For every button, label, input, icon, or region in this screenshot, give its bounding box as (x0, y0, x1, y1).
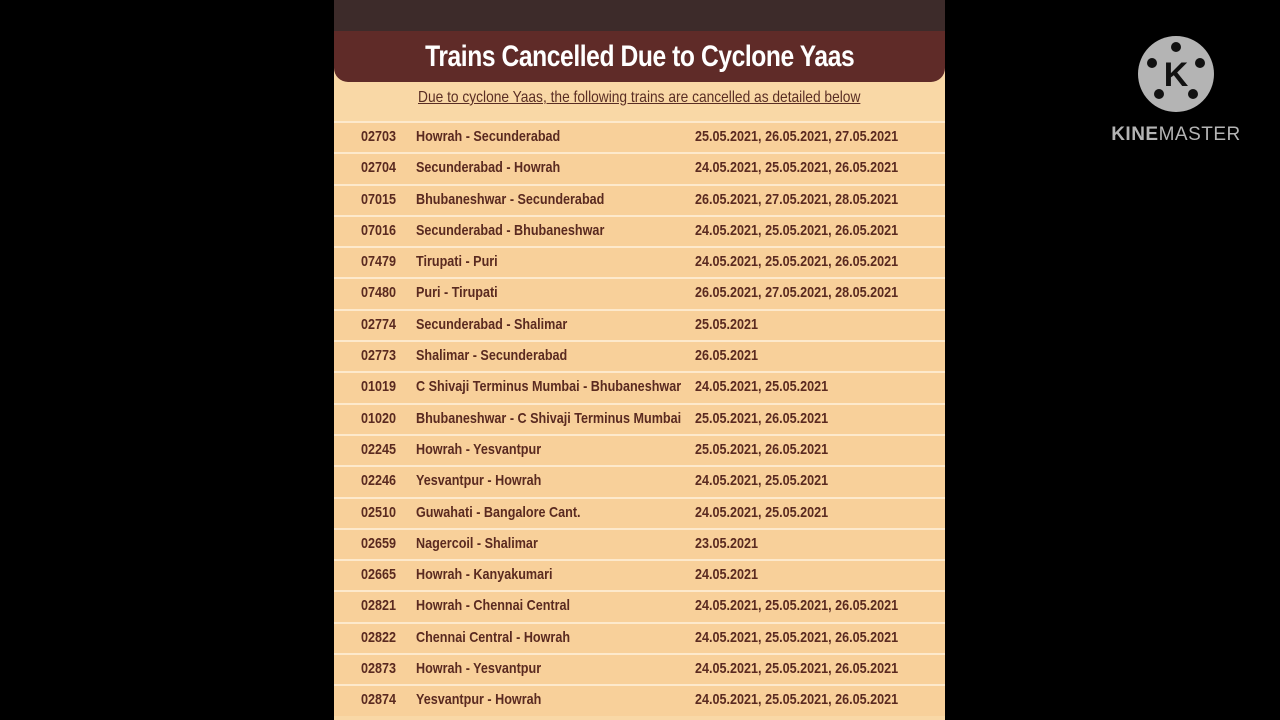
train-route: C Shivaji Terminus Mumbai - Bhubaneshwar (416, 378, 682, 396)
train-route: Bhubaneshwar - Secunderabad (416, 190, 605, 208)
train-route: Howrah - Yesvantpur (416, 440, 542, 458)
train-number: 02510 (361, 503, 397, 521)
cancel-dates: 24.05.2021 (695, 566, 759, 584)
cancel-dates: 26.05.2021, 27.05.2021, 28.05.2021 (695, 284, 899, 302)
train-row (334, 465, 945, 496)
train-route: Yesvantpur - Howrah (416, 691, 542, 709)
train-route: Chennai Central - Howrah (416, 628, 571, 646)
train-row (334, 590, 945, 621)
page-title: Trains Cancelled Due to Cyclone Yaas (424, 39, 855, 73)
train-row (334, 559, 945, 590)
train-route: Puri - Tirupati (416, 284, 498, 302)
train-route: Secunderabad - Howrah (416, 159, 561, 177)
train-route: Howrah - Chennai Central (416, 597, 571, 615)
train-route: Yesvantpur - Howrah (416, 472, 542, 490)
svg-text:K: K (1163, 56, 1189, 94)
train-number: 02873 (361, 660, 397, 678)
train-row (334, 653, 945, 684)
train-number: 02246 (361, 472, 397, 490)
train-number: 07480 (361, 284, 397, 302)
train-route: Secunderabad - Bhubaneshwar (416, 221, 605, 239)
subtitle-text: Due to cyclone Yaas, the following trains are cancelled as detailed below (418, 89, 861, 106)
train-number: 02659 (361, 534, 397, 552)
train-route: Tirupati - Puri (416, 253, 498, 271)
train-route: Howrah - Yesvantpur (416, 660, 542, 678)
cancel-dates: 25.05.2021, 26.05.2021, 27.05.2021 (695, 128, 899, 145)
train-row (334, 497, 945, 528)
train-number: 02774 (361, 315, 397, 333)
top-band (334, 0, 945, 31)
train-row (334, 340, 945, 371)
cancel-dates: 26.05.2021, 27.05.2021, 28.05.2021 (695, 190, 899, 208)
train-row (334, 622, 945, 653)
train-route: Guwahati - Bangalore Cant. (416, 503, 581, 521)
cancel-dates: 24.05.2021, 25.05.2021, 26.05.2021 (695, 660, 899, 678)
brand-bold: KINE (1111, 124, 1159, 145)
kinemaster-logo-icon (1138, 36, 1214, 112)
notice-panel (334, 0, 945, 720)
train-list (334, 121, 945, 716)
cancel-dates: 24.05.2021, 25.05.2021 (695, 503, 829, 521)
train-number: 07016 (361, 221, 397, 239)
kinemaster-watermark (1108, 36, 1244, 151)
cancel-dates: 25.05.2021, 26.05.2021 (695, 440, 829, 458)
cancel-dates: 24.05.2021, 25.05.2021 (695, 378, 829, 396)
subtitle (334, 89, 945, 115)
train-number: 01020 (361, 409, 397, 427)
train-number: 02245 (361, 440, 397, 458)
train-number: 01019 (361, 378, 397, 396)
cancel-dates: 25.05.2021 (695, 315, 759, 333)
train-number: 02821 (361, 597, 397, 615)
train-row (334, 121, 945, 152)
train-number: 02665 (361, 566, 397, 584)
title-bar (334, 31, 945, 82)
train-number: 02773 (361, 347, 397, 365)
train-number: 02874 (361, 691, 397, 709)
train-row (334, 434, 945, 465)
brand-light: MASTER (1158, 124, 1241, 145)
cancel-dates: 24.05.2021, 25.05.2021, 26.05.2021 (695, 691, 899, 709)
cancel-dates: 24.05.2021, 25.05.2021, 26.05.2021 (695, 628, 899, 646)
train-row (334, 528, 945, 559)
train-row (334, 246, 945, 277)
train-route: Howrah - Kanyakumari (416, 566, 553, 584)
train-row (334, 403, 945, 434)
train-number: 07015 (361, 190, 397, 208)
train-number: 02703 (361, 128, 397, 145)
cancel-dates: 24.05.2021, 25.05.2021, 26.05.2021 (695, 597, 899, 615)
cancel-dates: 25.05.2021, 26.05.2021 (695, 409, 829, 427)
train-number: 02704 (361, 159, 397, 177)
train-route: Bhubaneshwar - C Shivaji Terminus Mumbai (416, 409, 682, 427)
train-route: Howrah - Secunderabad (416, 128, 561, 145)
train-row (334, 277, 945, 308)
train-route: Nagercoil - Shalimar (416, 534, 538, 552)
cancel-dates: 24.05.2021, 25.05.2021, 26.05.2021 (695, 221, 899, 239)
cancel-dates: 24.05.2021, 25.05.2021, 26.05.2021 (695, 253, 899, 271)
train-number: 02822 (361, 628, 397, 646)
cancel-dates: 23.05.2021 (695, 534, 759, 552)
cancel-dates: 24.05.2021, 25.05.2021 (695, 472, 829, 490)
train-number: 07479 (361, 253, 397, 271)
train-row (334, 309, 945, 340)
train-route: Shalimar - Secunderabad (416, 347, 568, 365)
train-row (334, 152, 945, 183)
train-route: Secunderabad - Shalimar (416, 315, 568, 333)
cancel-dates: 26.05.2021 (695, 347, 759, 365)
train-row (334, 684, 945, 715)
train-row (334, 184, 945, 215)
cancel-dates: 24.05.2021, 25.05.2021, 26.05.2021 (695, 159, 899, 177)
kinemaster-wordmark (1108, 124, 1244, 146)
train-row (334, 215, 945, 246)
train-row (334, 371, 945, 402)
